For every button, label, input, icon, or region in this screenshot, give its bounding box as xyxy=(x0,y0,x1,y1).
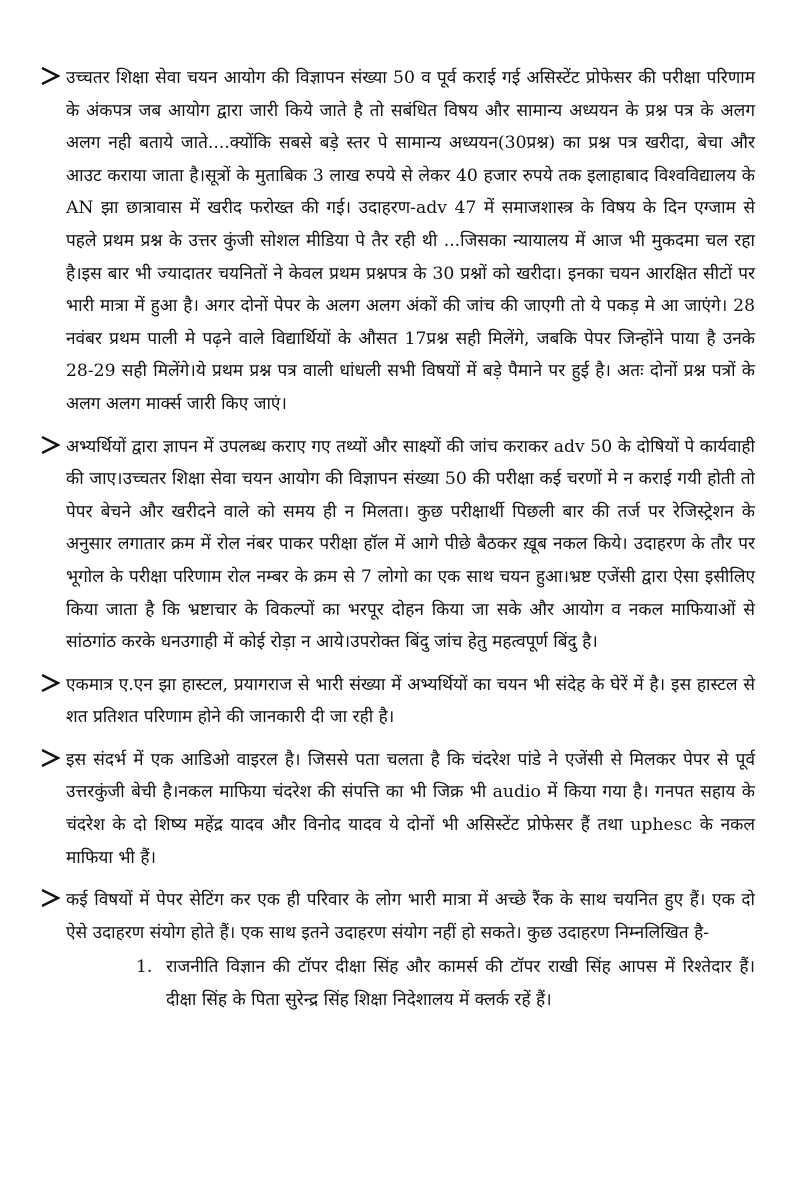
paragraph-text: इस संदर्भ में एक आडिओ वाइरल है। जिससे पता चलता है कि चंदरेश पांडे ने एजेंसी से मिलकर पेपर से पूर्व उत्तरकुंजी बेची है।नकल माफिया चंदरेश की संपत्ति का भी जिक्र भी audio में किया गया है। गनपत सहाय के चंदरेश के दो शिष्य महेंद्र यादव और विनोद यादव ये दोनों भी असिस्टेंट प्रोफेसर हैं तथा uphesc के नकल माफिया भी हैं। xyxy=(66,749,755,868)
arrowhead-bullet-icon xyxy=(40,669,62,695)
numbered-list xyxy=(66,951,755,1016)
bullet-point-4 xyxy=(40,744,755,874)
bullet-point-3 xyxy=(40,669,755,734)
paragraph-text: अभ्यर्थियों द्वारा ज्ञापन में उपलब्ध कराए गए तथ्यों और साक्ष्यों की जांच कराकर adv 50 के दोषियों पे कार्यवाही की जाए।उच्चतर शिक्षा सेवा चयन आयोग की विज्ञापन संख्या 50 की परीक्षा कई चरणों मे न कराई गयी होती तो पेपर बेचने और खरीदने वाले को समय ही न मिलता। कुछ परीक्षार्थी पिछली बार की तर्ज पर रेजिस्ट्रेशन के अनुसार लगातार क्रम में रोल नंबर पाकर परीक्षा हॉल में आगे पीछे बैठकर ख़ूब नकल किये। उदाहरण के तौर पर भूगोल के परीक्षा परिणाम रोल नम्बर के क्रम से 7 लोगो का एक साथ चयन हुआ।भ्रष्ट एजेंसी द्वारा ऐसा इसीलिए किया जाता है कि भ्रष्टाचार के विकल्पों का भरपूर दोहन किया जा सके और आयोग व नकल माफियाओं से सांठगांठ करके धनउगाही में कोई रोड़ा न आये।उपरोक्त बिंदु जांच हेतु महत्वपूर्ण बिंदु है। xyxy=(66,436,755,653)
arrowhead-bullet-icon xyxy=(40,431,62,457)
paragraph-text: कई विषयों में पेपर सेटिंग कर एक ही परिवार के लोग भारी मात्रा में अच्छे रैंक के साथ चयनित हुए हैं। एक दो ऐसे उदाहरण संयोग होते हैं। एक साथ इतने उदाहरण संयोग नहीं हो सकते। कुछ उदाहरण निम्नलिखित है- xyxy=(66,890,755,943)
paragraph-text: एकमात्र ए.एन झा हास्टल, प्रयागराज से भारी संख्या में अभ्यर्थियों का चयन भी संदेह के घेरें में है। इस हास्टल से शत प्रतिशत परिणाम होने की जानकारी दी जा रही है। xyxy=(66,674,755,728)
arrowhead-bullet-icon xyxy=(40,62,62,88)
arrowhead-bullet-icon xyxy=(40,744,62,770)
list-item-text: राजनीति विज्ञान की टॉपर दीक्षा सिंह और कामर्स की टॉपर राखी सिंह आपस में रिश्तेदार हैं। दीक्षा सिंह के पिता सुरेन्द्र सिंह शिक्षा निदेशालय में क्लर्क रहें हैं। xyxy=(166,957,755,1011)
arrowhead-bullet-icon xyxy=(40,884,62,910)
bullet-point-5 xyxy=(40,884,755,1016)
bullet-point-2 xyxy=(40,431,755,659)
list-item xyxy=(66,951,755,1016)
bullet-point-1 xyxy=(40,62,755,421)
list-item-number: 1. xyxy=(136,957,153,978)
paragraph-text: उच्चतर शिक्षा सेवा चयन आयोग की विज्ञापन संख्या 50 व पूर्व कराई गई असिस्टेंट प्रोफेसर की परीक्षा परिणाम के अंकपत्र जब आयोग द्वारा जारी किये जाते है तो सबंधित विषय और सामान्य अध्ययन के प्रश्न पत्र के अलग अलग नही बताये जाते....क्योंकि सबसे बड़े स्तर पे सामान्य अध्ययन(30प्रश्न) का प्रश्न पत्र खरीदा, बेचा और आउट कराया जाता है।सूत्रों के मुताबिक 3 लाख रुपये से लेकर 40 हजार रुपये तक इलाहाबाद विश्वविद्यालय के AN झा छात्रावास में खरीद फरोख्त की गई। उदाहरण-adv 47 में समाजशास्त्र के विषय के दिन एग्जाम से पहले प्रथम प्रश्न के उत्तर कुंजी सोशल मीडिया पे तैर रही थी ...जिसका न्यायालय में आज भी मुकदमा चल रहा है।इस बार भी ज्यादातर चयनितों ने केवल प्रथम प्रश्नपत्र के 30 प्रश्नों को खरीदा। इनका चयन आरक्षित सीटों पर भारी मात्रा में हुआ है। अगर दोनों पेपर के अलग अलग अंकों की जांच की जाएगी तो ये पकड़ मे आ जाएंगे। 28 नवंबर प्रथम पाली मे पढ़ने वाले विद्यार्थियों के औसत 17प्रश्न सही मिलेंगे, जबकि पेपर जिन्होंने पाया है उनके 28-29 सही मिलेंगे।ये प्रथम प्रश्न पत्र वाली धांधली सभी विषयों में बड़े पैमाने पर हुई है। अतः दोनों प्रश्न पत्रों के अलग अलग मार्क्स जारी किए जाएं। xyxy=(66,68,755,414)
